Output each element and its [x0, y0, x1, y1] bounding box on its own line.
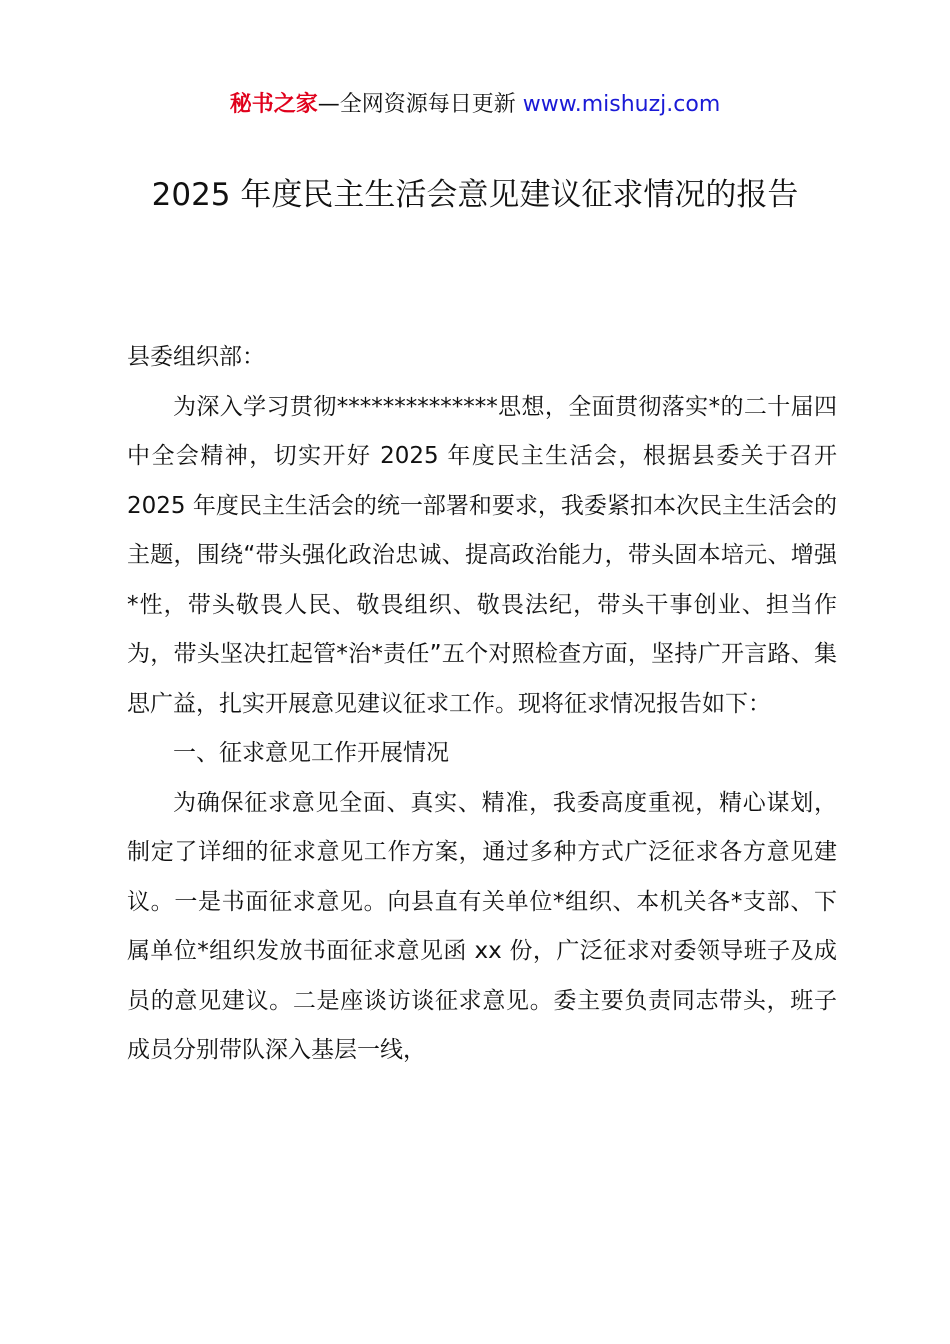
site-header [0, 88, 950, 122]
document-body [127, 333, 837, 1076]
site-brand: 秘书之家 [229, 92, 318, 117]
paragraph-section-1: 为确保征求意见全面、真实、精准，我委高度重视，精心谋划，制定了详细的征求意见工作方案，通过多种方式广泛征求各方意见建议。一是书面征求意见。向县直有关单位*组织、本机关各*支部、下属单位*组织发放书面征求意见函 xx 份，广泛征求对委领导班子及成员的意见建议。二是座谈访谈征求意见。委主要负责同志带头，班子成员分别带队深入基层一线， [127, 789, 837, 1063]
salutation: 县委组织部： [127, 344, 265, 370]
document-title: 2025 年度民主生活会意见建议征求情况的报告 [151, 177, 799, 213]
section-heading-1: 一、征求意见工作开展情况 [173, 740, 449, 766]
site-url-link[interactable]: www.mishuzj.com [522, 92, 721, 117]
paragraph-intro: 为深入学习贯彻**************思想，全面贯彻落实*的二十届四中全会精神，切实开好 2025 年度民主生活会，根据县委关于召开 2025 年度民主生活会的统一部署和要求，我委紧扣本次民主生活会的主题，围绕“带头强化政治忠诚、提高政治能力，带头固本培元、增强*性，带头敬畏人民、敬畏组织、敬畏法纪，带头干事创业、担当作为，带头坚决扛起管*治*责任”五个对照检查方面，坚持广开言路、集思广益，扎实开展意见建议征求工作。现将征求情况报告如下： [127, 393, 837, 717]
site-tagline: —全网资源每日更新 [317, 92, 523, 117]
